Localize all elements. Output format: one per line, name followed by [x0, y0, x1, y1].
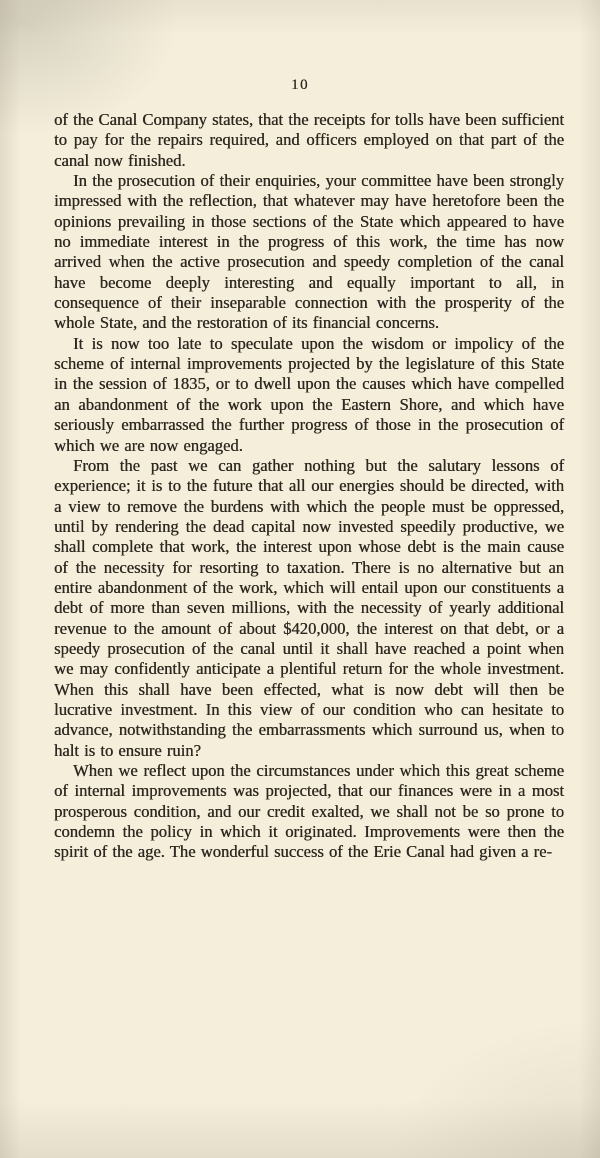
paragraph-3: It is now too late to speculate upon the wisdom or impolicy of the scheme of internal improvements projected by the legislature of this State in the session of 1835, or to dwell upon the causes which have compelled an abandonment of the work upon the Eastern Shore, and which have seriously embarrassed the further progress of those in the prosecution of which we are now engaged. — [54, 333, 564, 455]
paragraph-2: In the prosecution of their enquiries, your committee have been strongly impressed with the reflection, that whatever may have heretofore been the opinions prevailing in those sections of the State which appeared to have no immediate interest in the progress of this work, the time has now arrived when the active prosecution and speedy completion of the canal have become deeply interesting and equally important to all, in consequence of their inseparable connection with the prosperity of the whole State, and the restoration of its financial concerns. — [54, 171, 564, 333]
paragraph-1: of the Canal Company states, that the receipts for tolls have been sufficient to pay for the repairs required, and officers employed on that part of the canal now finished. — [54, 110, 564, 170]
paragraph-4: From the past we can gather nothing but the salutary lessons of experience; it is to the future that all our energies should be directed, with a view to remove the burdens with which the people must be oppressed, until by rendering the dead capital now invested speedily productive, we shall complete that work, the interest upon whose debt is the main cause of the necessity for resorting to taxation. There is no alternative but an entire abandonment of the work, which will entail upon our constituents a debt of more than seven millions, with the necessity of yearly additional revenue to the amount of about $420,000, the interest on that debt, or a speedy prosecution of the canal until it shall have reached a point when we may confidently anticipate a plentiful return for the whole investment. When this shall have been effected, what is now debt will then be lucrative investment. In this view of our condition who can hesitate to advance, notwithstanding the embarrassments which surround us, when to halt is to ensure ruin? — [54, 455, 564, 760]
page-number: 10 — [291, 77, 309, 93]
paragraph-5: When we reflect upon the circumstances under which this great scheme of internal improvements was projected, that our finances were in a most prosperous condition, and our credit exalted, we shall not be so prone to condemn the policy in which it originated. Improvements were then the spirit of the age. The wonderful success of the Erie Canal had given a re- — [54, 761, 564, 862]
body-text — [54, 110, 564, 863]
